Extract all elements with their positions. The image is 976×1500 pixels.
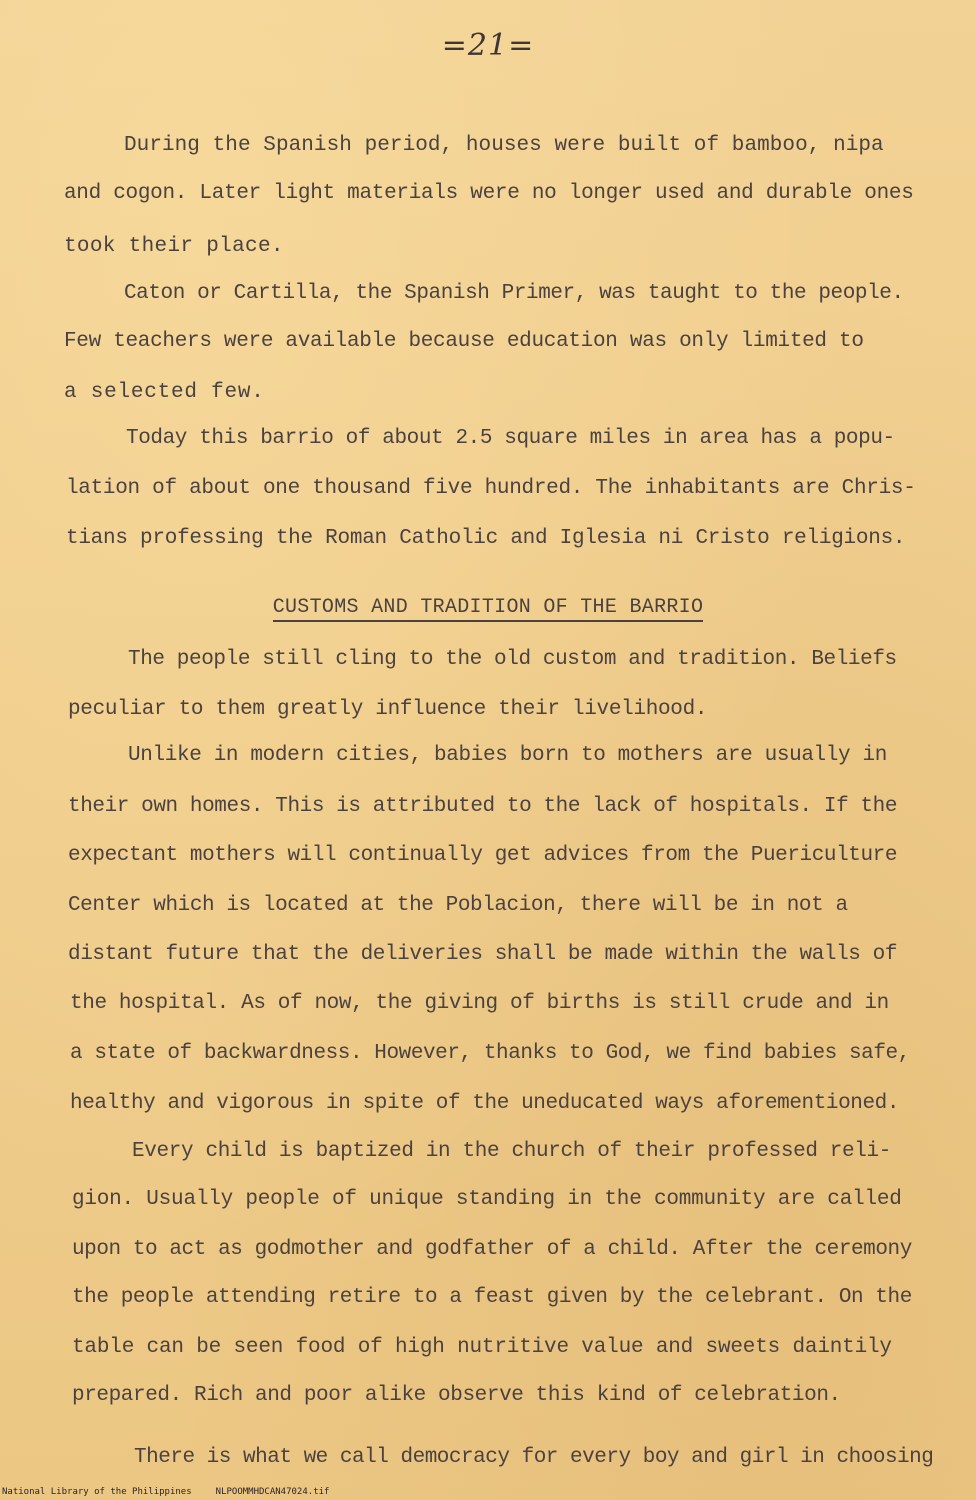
- text-line: took their place.: [64, 235, 284, 258]
- text-line: the people attending retire to a feast given by the celebrant. On the: [72, 1286, 912, 1309]
- page-number: =21=: [441, 28, 535, 63]
- text-line: Unlike in modern cities, babies born to mothers are usually in: [128, 744, 888, 767]
- text-line: healthy and vigorous in spite of the uneducated ways aforementioned.: [70, 1092, 900, 1115]
- text-line: Few teachers were available because education was only limited to: [64, 330, 864, 353]
- text-line: The people still cling to the old custom and tradition. Beliefs: [128, 648, 897, 671]
- text-line: tians professing the Roman Catholic and Iglesia ni Cristo religions.: [66, 527, 906, 550]
- text-line: During the Spanish period, houses were built of bamboo, nipa: [124, 134, 884, 157]
- text-line: gion. Usually people of unique standing in the community are called: [72, 1188, 902, 1211]
- section-heading-text: CUSTOMS AND TRADITION OF THE BARRIO: [273, 596, 704, 622]
- text-line: a state of backwardness. However, thanks to God, we find babies safe,: [70, 1042, 910, 1065]
- text-line: Today this barrio of about 2.5 square miles in area has a popu-: [126, 427, 895, 450]
- text-line: upon to act as godmother and godfather of a child. After the ceremony: [72, 1238, 912, 1261]
- text-line: their own homes. This is attributed to the lack of hospitals. If the: [68, 795, 898, 818]
- text-line: Caton or Cartilla, the Spanish Primer, was taught to the people.: [124, 282, 904, 305]
- text-line: table can be seen food of high nutritive value and sweets daintily: [72, 1336, 892, 1359]
- text-line: prepared. Rich and poor alike observe this kind of celebration.: [72, 1384, 841, 1407]
- text-line: the hospital. As of now, the giving of births is still crude and in: [70, 992, 889, 1015]
- text-line: and cogon. Later light materials were no longer used and durable ones: [64, 182, 914, 205]
- text-line: There is what we call democracy for every boy and girl in choosing: [134, 1446, 934, 1469]
- text-line: expectant mothers will continually get advices from the Puericulture: [68, 844, 898, 867]
- text-line: peculiar to them greatly influence their livelihood.: [68, 698, 708, 721]
- text-line: a selected few.: [64, 381, 265, 404]
- text-line: distant future that the deliveries shall be made within the walls of: [68, 943, 898, 966]
- library-credit: National Library of the Philippines: [2, 1487, 192, 1497]
- text-line: Every child is baptized in the church of their professed reli-: [132, 1140, 892, 1163]
- file-name: NLPOOMMHDCAN47024.tif: [215, 1487, 330, 1497]
- text-line: lation of about one thousand five hundred. The inhabitants are Chris-: [66, 477, 916, 500]
- text-line: Center which is located at the Poblacion, there will be in not a: [68, 894, 848, 917]
- scan-footer: [2, 1487, 329, 1498]
- section-heading: [0, 596, 976, 620]
